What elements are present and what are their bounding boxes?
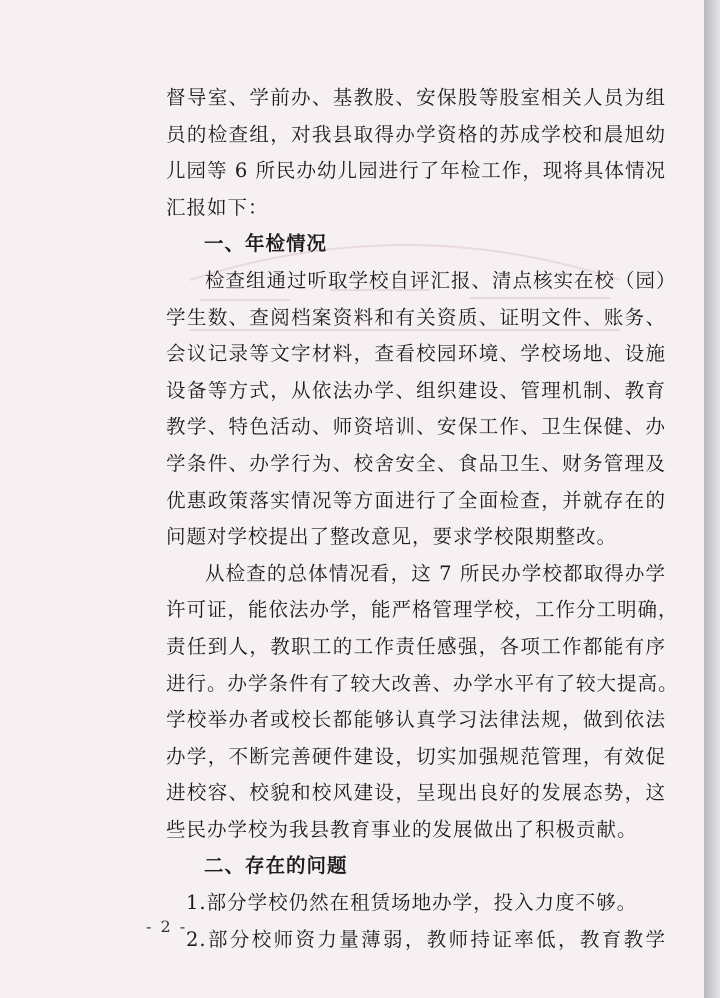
text-line: 会议记录等文字材料，查看校园环境、学校场地、设施 [166, 342, 666, 366]
text-line: 督导室、学前办、基教股、安保股等股室相关人员为组 [166, 86, 666, 109]
list-item: 2.部分校师资力量薄弱，教师持证率低，教育教学 [186, 927, 666, 951]
text-line: 些民办学校为我县教育事业的发展做出了积极贡献。 [166, 817, 638, 841]
inspection-paragraph-1 [166, 263, 677, 556]
text-line: 学条件、办学行为、校舍安全、食品卫生、财务管理及 [166, 451, 666, 475]
inspection-paragraph-2 [166, 556, 679, 849]
intro-paragraph [166, 80, 666, 226]
section-heading-inspection: 一、年检情况 [204, 232, 328, 256]
section-heading-problems: 二、存在的问题 [204, 854, 348, 878]
text-line: 进行。办学条件有了较大改善、办学水平有了较大提高。 [166, 671, 679, 695]
text-line: 儿园等 6 所民办幼儿园进行了年检工作，现将具体情况 [166, 159, 666, 183]
text-line: 学校举办者或校长都能够认真学习法律法规，做到依法 [166, 708, 666, 732]
text-line: 汇报如下： [166, 195, 269, 219]
text-line: 从检查的总体情况看，这 7 所民办学校都取得办学 [205, 561, 666, 585]
text-line: 员的检查组，对我县取得办学资格的苏成学校和晨旭幼 [166, 122, 666, 146]
page-number: - 2 - [146, 917, 188, 936]
text-line: 进校容、校貌和校风建设，呈现出良好的发展态势，这 [166, 781, 666, 805]
text-line: 学生数、查阅档案资料和有关资质、证明文件、账务、 [166, 305, 666, 329]
list-item: 1.部分学校仍然在租赁场地办学，投入力度不够。 [186, 891, 638, 915]
scanner-edge [704, 0, 720, 998]
text-line: 教学、特色活动、师资培训、安保工作、卫生保健、办 [166, 415, 666, 439]
text-line: 设备等方式，从依法办学、组织建设、管理机制、教育 [166, 378, 666, 402]
text-line: 问题对学校提出了整改意见，要求学校限期整改。 [166, 525, 618, 549]
text-line: 责任到人，教职工的工作责任感强，各项工作都能有序 [166, 634, 666, 658]
text-line: 检查组通过听取学校自评汇报、清点核实在校（园） [205, 268, 677, 292]
text-line: 办学，不断完善硬件建设，切实加强规范管理，有效促 [166, 744, 666, 768]
problems-list [166, 885, 666, 958]
text-line: 优惠政策落实情况等方面进行了全面检查，并就存在的 [166, 488, 666, 512]
document-body [166, 80, 679, 958]
text-line: 许可证，能依法办学，能严格管理学校，工作分工明确， [166, 598, 679, 622]
